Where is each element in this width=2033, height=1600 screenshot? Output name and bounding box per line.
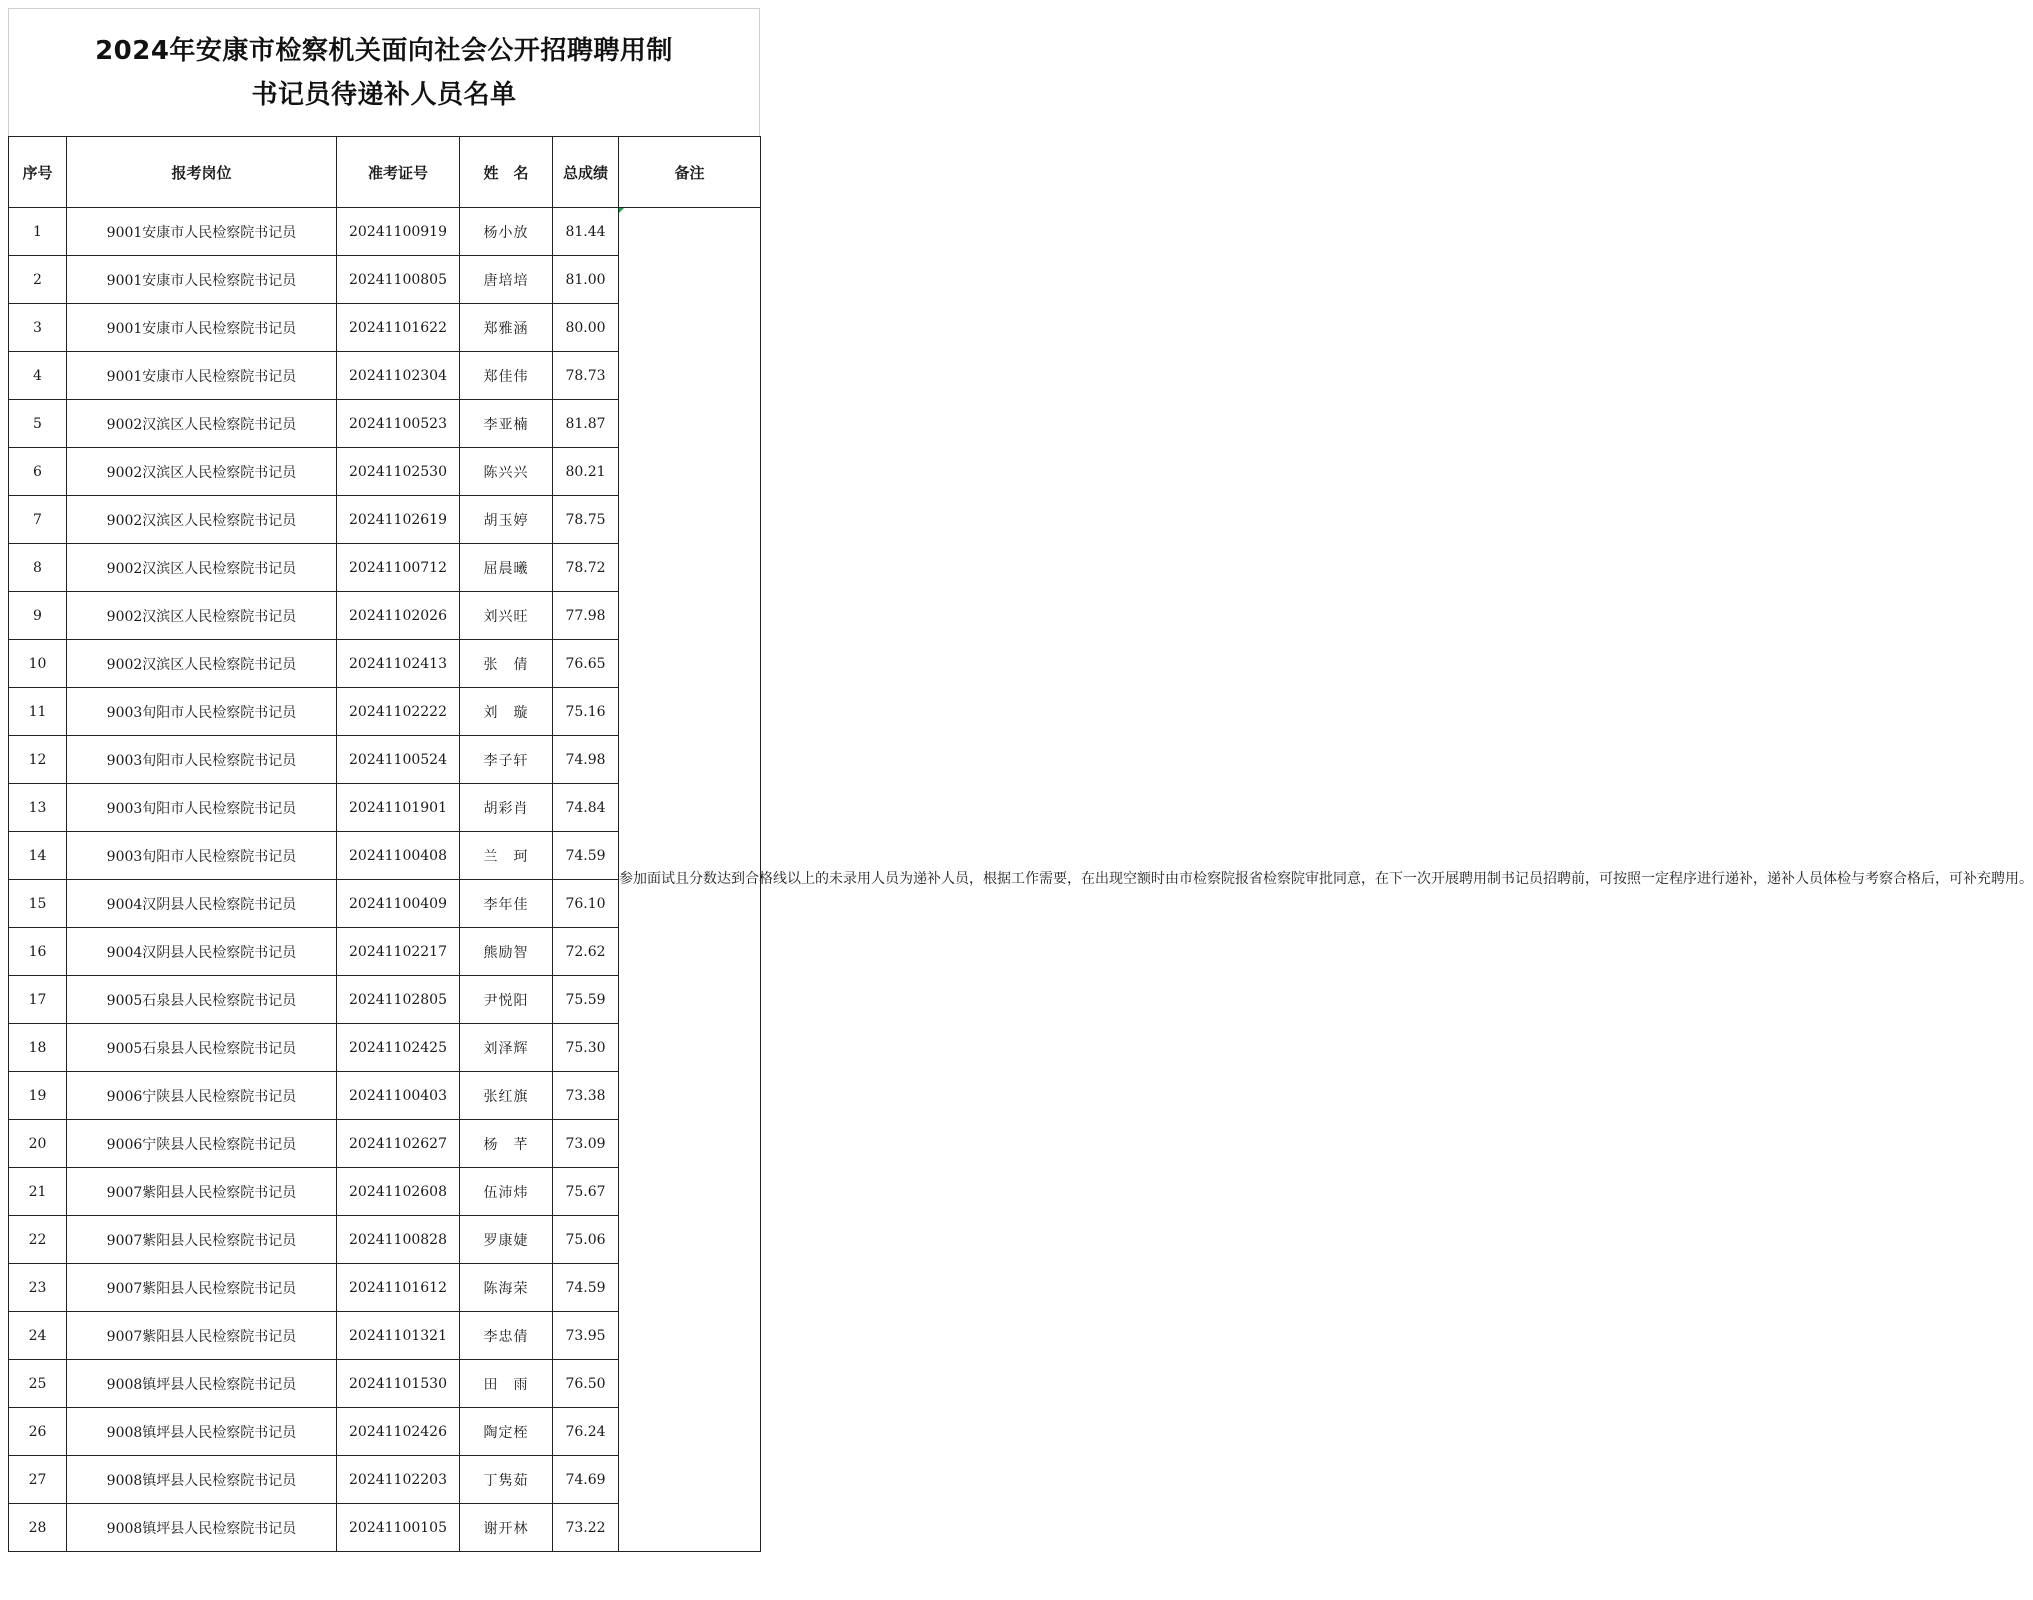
row-exam-no: 20241100403 <box>337 1072 460 1120</box>
row-exam-no: 20241102304 <box>337 352 460 400</box>
row-name: 谢开林 <box>460 1504 553 1552</box>
row-exam-no: 20241102627 <box>337 1120 460 1168</box>
row-score: 74.98 <box>553 736 619 784</box>
row-index: 8 <box>9 544 67 592</box>
row-name: 屈晨曦 <box>460 544 553 592</box>
row-post: 9003旬阳市人民检察院书记员 <box>67 736 337 784</box>
row-post: 9005石泉县人民检察院书记员 <box>67 976 337 1024</box>
row-post: 9001安康市人民检察院书记员 <box>67 304 337 352</box>
row-post: 9003旬阳市人民检察院书记员 <box>67 832 337 880</box>
row-name: 熊励智 <box>460 928 553 976</box>
row-name: 李忠倩 <box>460 1312 553 1360</box>
row-name: 唐培培 <box>460 256 553 304</box>
row-post: 9002汉滨区人民检察院书记员 <box>67 640 337 688</box>
row-post: 9008镇坪县人民检察院书记员 <box>67 1408 337 1456</box>
header-post: 报考岗位 <box>67 137 337 208</box>
row-score: 75.16 <box>553 688 619 736</box>
row-index: 2 <box>9 256 67 304</box>
row-index: 17 <box>9 976 67 1024</box>
row-index: 24 <box>9 1312 67 1360</box>
row-name: 罗康婕 <box>460 1216 553 1264</box>
row-score: 74.84 <box>553 784 619 832</box>
cell-comment-marker-icon <box>619 208 624 213</box>
header-score: 总成绩 <box>553 137 619 208</box>
row-score: 72.62 <box>553 928 619 976</box>
row-post: 9006宁陕县人民检察院书记员 <box>67 1120 337 1168</box>
row-index: 28 <box>9 1504 67 1552</box>
row-name: 陈海荣 <box>460 1264 553 1312</box>
row-name: 李亚楠 <box>460 400 553 448</box>
row-index: 22 <box>9 1216 67 1264</box>
row-score: 74.59 <box>553 1264 619 1312</box>
row-exam-no: 20241100712 <box>337 544 460 592</box>
row-exam-no: 20241102222 <box>337 688 460 736</box>
row-exam-no: 20241101901 <box>337 784 460 832</box>
row-score: 81.44 <box>553 208 619 256</box>
header-exam-no: 准考证号 <box>337 137 460 208</box>
header-remark: 备注 <box>619 137 761 208</box>
row-exam-no: 20241100805 <box>337 256 460 304</box>
row-score: 74.69 <box>553 1456 619 1504</box>
row-index: 14 <box>9 832 67 880</box>
row-score: 73.38 <box>553 1072 619 1120</box>
row-score: 76.24 <box>553 1408 619 1456</box>
row-index: 15 <box>9 880 67 928</box>
title-line-2: 书记员待递补人员名单 <box>251 79 517 110</box>
remark-cell <box>619 208 2033 1552</box>
row-name: 胡玉婷 <box>460 496 553 544</box>
row-score: 81.00 <box>553 256 619 304</box>
row-post: 9005石泉县人民检察院书记员 <box>67 1024 337 1072</box>
row-post: 9002汉滨区人民检察院书记员 <box>67 496 337 544</box>
header-name: 姓 名 <box>460 137 553 208</box>
row-post: 9001安康市人民检察院书记员 <box>67 352 337 400</box>
row-score: 73.22 <box>553 1504 619 1552</box>
row-exam-no: 20241100523 <box>337 400 460 448</box>
row-exam-no: 20241100524 <box>337 736 460 784</box>
row-index: 25 <box>9 1360 67 1408</box>
row-exam-no: 20241100828 <box>337 1216 460 1264</box>
row-post: 9002汉滨区人民检察院书记员 <box>67 448 337 496</box>
row-score: 81.87 <box>553 400 619 448</box>
row-score: 74.59 <box>553 832 619 880</box>
table-header-row <box>9 137 761 208</box>
row-index: 6 <box>9 448 67 496</box>
row-post: 9002汉滨区人民检察院书记员 <box>67 592 337 640</box>
row-score: 75.06 <box>553 1216 619 1264</box>
row-post: 9007紫阳县人民检察院书记员 <box>67 1264 337 1312</box>
row-index: 19 <box>9 1072 67 1120</box>
row-post: 9004汉阴县人民检察院书记员 <box>67 928 337 976</box>
row-exam-no: 20241102530 <box>337 448 460 496</box>
row-exam-no: 20241101321 <box>337 1312 460 1360</box>
row-index: 5 <box>9 400 67 448</box>
row-score: 80.00 <box>553 304 619 352</box>
row-index: 27 <box>9 1456 67 1504</box>
candidate-table <box>8 136 2033 1552</box>
document-title <box>8 8 760 136</box>
row-index: 1 <box>9 208 67 256</box>
row-name: 李子轩 <box>460 736 553 784</box>
row-name: 刘 璇 <box>460 688 553 736</box>
row-exam-no: 20241102805 <box>337 976 460 1024</box>
row-name: 刘泽辉 <box>460 1024 553 1072</box>
table-row <box>9 208 761 256</box>
row-exam-no: 20241102203 <box>337 1456 460 1504</box>
row-exam-no: 20241100408 <box>337 832 460 880</box>
row-score: 75.30 <box>553 1024 619 1072</box>
title-line-1: 2024年安康市检察机关面向社会公开招聘聘用制 <box>95 35 673 66</box>
row-exam-no: 20241101622 <box>337 304 460 352</box>
row-exam-no: 20241100409 <box>337 880 460 928</box>
row-name: 陈兴兴 <box>460 448 553 496</box>
row-exam-no: 20241100919 <box>337 208 460 256</box>
row-exam-no: 20241101530 <box>337 1360 460 1408</box>
row-post: 9007紫阳县人民检察院书记员 <box>67 1168 337 1216</box>
row-post: 9003旬阳市人民检察院书记员 <box>67 688 337 736</box>
row-score: 75.67 <box>553 1168 619 1216</box>
row-post: 9008镇坪县人民检察院书记员 <box>67 1360 337 1408</box>
row-index: 12 <box>9 736 67 784</box>
row-post: 9008镇坪县人民检察院书记员 <box>67 1456 337 1504</box>
row-score: 76.10 <box>553 880 619 928</box>
row-index: 21 <box>9 1168 67 1216</box>
row-name: 陶定桎 <box>460 1408 553 1456</box>
row-name: 兰 珂 <box>460 832 553 880</box>
row-index: 16 <box>9 928 67 976</box>
row-index: 10 <box>9 640 67 688</box>
row-post: 9001安康市人民检察院书记员 <box>67 208 337 256</box>
row-index: 11 <box>9 688 67 736</box>
row-score: 78.72 <box>553 544 619 592</box>
row-name: 刘兴旺 <box>460 592 553 640</box>
row-name: 田 雨 <box>460 1360 553 1408</box>
row-post: 9007紫阳县人民检察院书记员 <box>67 1312 337 1360</box>
row-exam-no: 20241102426 <box>337 1408 460 1456</box>
row-exam-no: 20241102026 <box>337 592 460 640</box>
row-name: 伍沛炜 <box>460 1168 553 1216</box>
row-index: 20 <box>9 1120 67 1168</box>
header-index: 序号 <box>9 137 67 208</box>
row-exam-no: 20241102619 <box>337 496 460 544</box>
row-exam-no: 20241101612 <box>337 1264 460 1312</box>
row-index: 26 <box>9 1408 67 1456</box>
row-post: 9004汉阴县人民检察院书记员 <box>67 880 337 928</box>
row-index: 9 <box>9 592 67 640</box>
row-score: 80.21 <box>553 448 619 496</box>
row-post: 9001安康市人民检察院书记员 <box>67 256 337 304</box>
row-index: 23 <box>9 1264 67 1312</box>
row-exam-no: 20241102608 <box>337 1168 460 1216</box>
row-index: 7 <box>9 496 67 544</box>
row-index: 13 <box>9 784 67 832</box>
row-exam-no: 20241102217 <box>337 928 460 976</box>
row-name: 胡彩肖 <box>460 784 553 832</box>
row-name: 郑佳伟 <box>460 352 553 400</box>
row-score: 75.59 <box>553 976 619 1024</box>
row-name: 张红旗 <box>460 1072 553 1120</box>
row-post: 9006宁陕县人民检察院书记员 <box>67 1072 337 1120</box>
row-post: 9003旬阳市人民检察院书记员 <box>67 784 337 832</box>
row-exam-no: 20241102425 <box>337 1024 460 1072</box>
row-index: 18 <box>9 1024 67 1072</box>
row-post: 9002汉滨区人民检察院书记员 <box>67 544 337 592</box>
row-name: 尹悦阳 <box>460 976 553 1024</box>
row-post: 9002汉滨区人民检察院书记员 <box>67 400 337 448</box>
row-index: 3 <box>9 304 67 352</box>
row-score: 73.95 <box>553 1312 619 1360</box>
row-score: 73.09 <box>553 1120 619 1168</box>
row-name: 张 倩 <box>460 640 553 688</box>
row-score: 78.73 <box>553 352 619 400</box>
row-name: 郑雅涵 <box>460 304 553 352</box>
row-name: 丁隽茹 <box>460 1456 553 1504</box>
row-score: 77.98 <box>553 592 619 640</box>
row-name: 李年佳 <box>460 880 553 928</box>
row-post: 9008镇坪县人民检察院书记员 <box>67 1504 337 1552</box>
row-name: 杨小放 <box>460 208 553 256</box>
row-score: 78.75 <box>553 496 619 544</box>
row-score: 76.50 <box>553 1360 619 1408</box>
row-post: 9007紫阳县人民检察院书记员 <box>67 1216 337 1264</box>
row-exam-no: 20241102413 <box>337 640 460 688</box>
row-exam-no: 20241100105 <box>337 1504 460 1552</box>
remark-text: 参加面试且分数达到合格线以上的未录用人员为递补人员，根据工作需要，在出现空额时由市检察院报省检察院审批同意，在下一次开展聘用制书记员招聘前，可按照一定程序进行递补，递补人员体检与考察合格后，可补充聘用。 <box>619 871 2033 887</box>
row-index: 4 <box>9 352 67 400</box>
row-name: 杨 芊 <box>460 1120 553 1168</box>
row-score: 76.65 <box>553 640 619 688</box>
